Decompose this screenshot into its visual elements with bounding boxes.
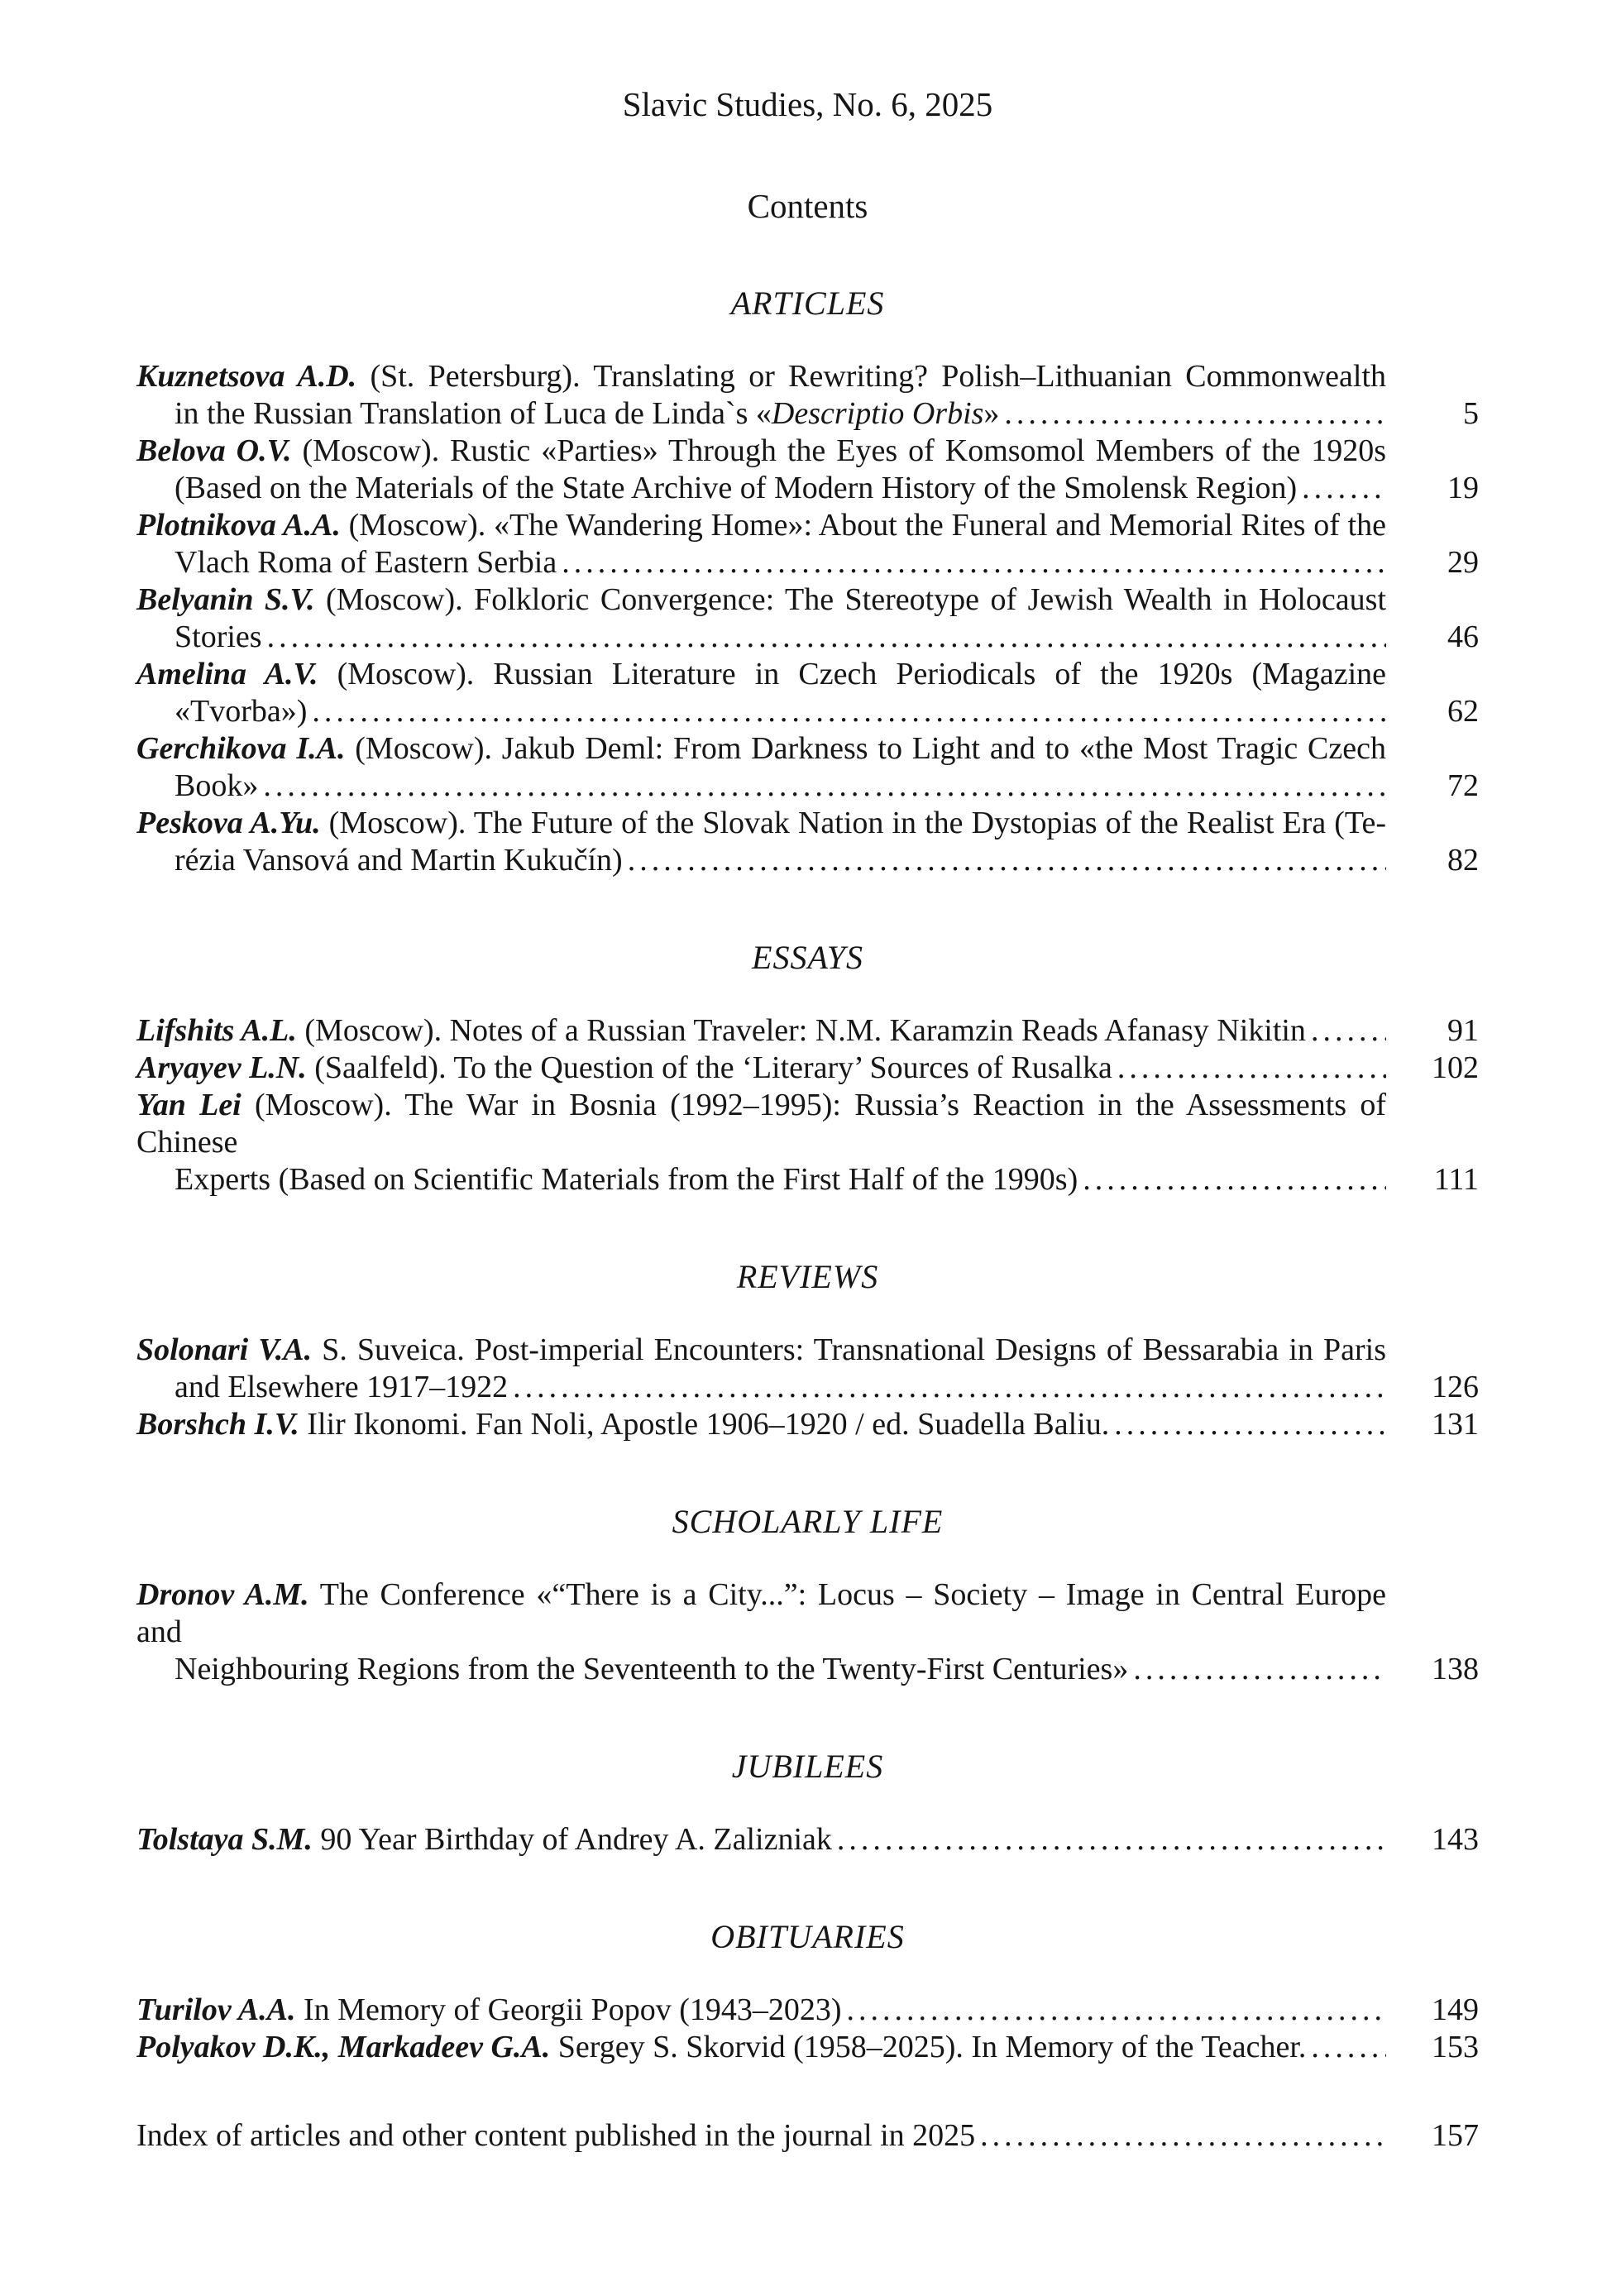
- toc-entry: [136, 1992, 1479, 2029]
- entry-line-text: [175, 1369, 508, 1406]
- page-number: 46: [1447, 619, 1479, 654]
- entry-text: (Moscow). «The Wandering Home»: About the Funeral and Memorial Rites of the: [340, 508, 1387, 543]
- toc-entry: [136, 581, 1479, 656]
- toc-entry: [136, 656, 1479, 730]
- page-number: 5: [1463, 396, 1479, 431]
- entry-text: Vlach Roma of Eastern Serbia: [175, 545, 557, 580]
- entry-line-text: [175, 693, 307, 730]
- entry-line: [136, 581, 1386, 619]
- leader-dots: [267, 619, 1386, 656]
- entry-line: [136, 395, 1386, 433]
- entry-text: (Moscow). Notes of a Russian Traveler: N.M. Karamzin Reads Afanasy Nikitin: [296, 1013, 1306, 1048]
- leader-dots: [1311, 2029, 1386, 2066]
- entry-lines: [136, 730, 1386, 805]
- entry-author: Yan Lei: [136, 1088, 241, 1122]
- entry-text: «Tvorba»): [175, 694, 308, 729]
- entry-author: Aryayev L.N.: [136, 1050, 307, 1085]
- entry-line-text: [175, 842, 623, 879]
- entry-author: Belyanin S.V.: [136, 582, 315, 617]
- entry-line: [136, 544, 1386, 581]
- entry-author: Solonari V.A.: [136, 1332, 313, 1367]
- entry-text: Index of articles and other content published in the journal in 2025: [136, 2118, 976, 2153]
- entry-lines: [136, 1332, 1386, 1406]
- entry-line: [136, 1576, 1386, 1651]
- section-heading: REVIEWS: [736, 1258, 879, 1295]
- entry-line: [136, 1087, 1386, 1161]
- entry-author: Plotnikova A.A.: [136, 508, 341, 543]
- toc-entry: [136, 507, 1479, 581]
- entry-line: [136, 507, 1386, 544]
- page-number: 72: [1447, 768, 1479, 803]
- entry-author: Gerchikova I.A.: [136, 731, 346, 766]
- entry-line-text: [136, 2117, 975, 2155]
- entry-author: Belova O.V.: [136, 433, 292, 468]
- entry-line: [136, 1012, 1386, 1050]
- page-number: 153: [1432, 2030, 1479, 2064]
- entry-line: [136, 1992, 1386, 2029]
- entry-line-text: [175, 544, 557, 581]
- leader-dots: [1302, 470, 1386, 507]
- entry-text: (Moscow). Folkloric Convergence: The Stereotype of Jewish Wealth in Holocaust: [314, 582, 1386, 617]
- toc-entry: [136, 2029, 1479, 2066]
- leader-dots: [312, 693, 1386, 730]
- leader-dots: [562, 544, 1386, 581]
- entry-author: Peskova A.Yu.: [136, 806, 321, 840]
- entry-line: [136, 1050, 1386, 1087]
- entry-text: Book»: [175, 768, 259, 803]
- entry-line: [136, 1406, 1386, 1443]
- leader-dots: [1117, 1050, 1386, 1087]
- entry-text: Descriptio Orbis: [771, 396, 984, 431]
- entry-line-text: [136, 1050, 1112, 1087]
- entry-line: [136, 693, 1386, 730]
- entry-author: Dronov A.M.: [136, 1577, 309, 1612]
- entry-text: in the Russian Translation of Luca de Linda`s «: [175, 396, 772, 431]
- toc-entry: [136, 1406, 1479, 1443]
- entry-lines: [136, 1087, 1386, 1198]
- page-number: 126: [1432, 1370, 1479, 1404]
- entry-author: Polyakov D.K., Markadeev G.A.: [136, 2030, 551, 2064]
- entry-text: In Memory of Georgii Popov (1943–2023): [295, 1992, 842, 2027]
- entry-line: [136, 656, 1386, 693]
- entry-author: Lifshits A.L.: [136, 1013, 297, 1048]
- entry-author: Tolstaya S.M.: [136, 1822, 313, 1857]
- entry-text: (Based on the Materials of the State Archive of Modern History of the Smolensk Region): [175, 471, 1298, 505]
- leader-dots: [980, 2117, 1386, 2155]
- entry-line-text: [175, 768, 258, 805]
- entry-text: Experts (Based on Scientific Materials from the First Half of the 1990s): [175, 1162, 1078, 1197]
- leader-dots: [263, 768, 1386, 805]
- page-number: 29: [1447, 545, 1479, 580]
- leader-dots: [628, 842, 1386, 879]
- page-number: 111: [1433, 1162, 1479, 1197]
- toc-entry: [136, 1050, 1479, 1087]
- toc-entry: [136, 730, 1479, 805]
- entry-lines: [136, 1992, 1386, 2029]
- toc-entry: [136, 1332, 1479, 1406]
- page-number: 143: [1432, 1822, 1479, 1857]
- entry-text: (Moscow). Jakub Deml: From Darkness to Light and to «the Most Tragic Czech: [345, 731, 1386, 766]
- page-number: 157: [1432, 2118, 1479, 2153]
- leader-dots: [1004, 395, 1386, 433]
- entry-line: [136, 2029, 1386, 2066]
- page-number: 62: [1447, 694, 1479, 729]
- entry-lines: [136, 507, 1386, 581]
- entry-line: [136, 730, 1386, 768]
- entry-line: [136, 768, 1386, 805]
- entry-line: [136, 1369, 1386, 1406]
- page-number: 91: [1447, 1013, 1479, 1048]
- entry-lines: [136, 433, 1386, 507]
- section-heading: JUBILEES: [731, 1748, 884, 1785]
- entry-text: Sergey S. Skorvid (1958–2025). In Memory of the Teacher.: [550, 2030, 1307, 2064]
- entry-line: [136, 2117, 1386, 2155]
- entry-line: [136, 1651, 1386, 1688]
- entry-text: (Moscow). The Future of the Slovak Nation in the Dystopias of the Realist Era (Te-: [320, 806, 1386, 840]
- entry-line: [136, 619, 1386, 656]
- entry-line: [136, 433, 1386, 470]
- leader-dots: [513, 1369, 1386, 1406]
- entry-line-text: [175, 1161, 1078, 1198]
- entry-author: Borshch I.V.: [136, 1407, 299, 1442]
- page-number: 149: [1432, 1992, 1479, 2027]
- entry-line: [136, 1161, 1386, 1198]
- entry-lines: [136, 1050, 1386, 1087]
- leader-dots: [1083, 1161, 1386, 1198]
- entry-line-text: [175, 1651, 1128, 1688]
- entry-lines: [136, 1406, 1386, 1443]
- entry-lines: [136, 805, 1386, 879]
- toc-body: [136, 285, 1479, 2155]
- entry-lines: [136, 1012, 1386, 1050]
- entry-text: (Moscow). Russian Literature in Czech Periodicals of the 1920s (Magazine: [318, 657, 1386, 691]
- entry-lines: [136, 656, 1386, 730]
- entry-author: Kuznetsova A.D.: [136, 359, 357, 394]
- toc-entry: [136, 433, 1479, 507]
- entry-line: [136, 842, 1386, 879]
- section-heading: OBITUARIES: [710, 1918, 905, 1955]
- entry-line: [136, 358, 1386, 395]
- entry-text: (St. Petersburg). Translating or Rewriting? Polish–Lithuanian Commonwealth: [356, 359, 1386, 394]
- page-number: 131: [1432, 1407, 1479, 1442]
- entry-line-text: [175, 619, 262, 656]
- toc-entry: [136, 1087, 1479, 1198]
- toc-entry: [136, 1576, 1479, 1688]
- leader-dots: [1311, 1012, 1386, 1050]
- toc-entry: [136, 1821, 1479, 1858]
- entry-lines: [136, 2117, 1386, 2155]
- contents-title: Contents: [747, 187, 868, 225]
- entry-line: [136, 1332, 1386, 1369]
- page-number: 138: [1432, 1652, 1479, 1686]
- entry-line: [136, 805, 1386, 842]
- page-number: 19: [1447, 471, 1479, 505]
- leader-dots: [1114, 1406, 1386, 1443]
- entry-line-text: [175, 470, 1297, 507]
- leader-dots: [847, 1992, 1386, 2029]
- entry-line-text: [136, 1992, 842, 2029]
- entry-line-text: [175, 395, 999, 433]
- toc-entry: [136, 805, 1479, 879]
- entry-lines: [136, 358, 1386, 433]
- entry-text: Stories: [175, 619, 262, 654]
- entry-lines: [136, 1576, 1386, 1688]
- leader-dots: [837, 1821, 1386, 1858]
- section-heading: ARTICLES: [730, 285, 885, 322]
- entry-text: »: [983, 396, 1000, 431]
- entry-lines: [136, 581, 1386, 656]
- page-number: 82: [1447, 843, 1479, 878]
- entry-text: and Elsewhere 1917–1922: [175, 1370, 509, 1404]
- entry-line-text: [136, 1406, 1109, 1443]
- entry-line-text: [136, 1012, 1306, 1050]
- section-heading: ESSAYS: [752, 939, 863, 976]
- entry-author: Turilov A.A.: [136, 1992, 296, 2027]
- entry-text: The Conference «“There is a City...”: Locus – Society – Image in Central Europe and: [136, 1577, 1386, 1649]
- entry-line-text: [136, 1821, 832, 1858]
- entry-text: Neighbouring Regions from the Seventeenth to the Twenty-First Centuries»: [175, 1652, 1129, 1686]
- entry-text: 90 Year Birthday of Andrey A. Zalizniak: [312, 1822, 832, 1857]
- toc-entry: [136, 2117, 1479, 2155]
- entry-text: (Saalfeld). To the Question of the ‘Literary’ Sources of Rusalka: [306, 1050, 1112, 1085]
- entry-text: (Moscow). Rustic «Parties» Through the Eyes of Komsomol Members of the 1920s: [291, 433, 1386, 468]
- entry-lines: [136, 1821, 1386, 1858]
- entry-text: Ilir Ikonomi. Fan Noli, Apostle 1906–1920 / ed. Suadella Baliu.: [299, 1407, 1110, 1442]
- section-heading: SCHOLARLY LIFE: [672, 1503, 944, 1540]
- entry-text: (Moscow). The War in Bosnia (1992–1995): Russia’s Reaction in the Assessments of Chinese: [136, 1088, 1386, 1160]
- entry-line: [136, 470, 1386, 507]
- toc-entry: [136, 1012, 1479, 1050]
- entry-author: Amelina A.V.: [136, 657, 318, 691]
- entry-line: [136, 1821, 1386, 1858]
- page-number: 102: [1432, 1050, 1479, 1085]
- entry-line-text: [136, 2029, 1306, 2066]
- journal-title: Slavic Studies, No. 6, 2025: [622, 85, 993, 123]
- toc-entry: [136, 358, 1479, 433]
- leader-dots: [1133, 1651, 1386, 1688]
- entry-text: rézia Vansová and Martin Kukučín): [175, 843, 623, 878]
- entry-text: S. Suveica. Post-imperial Encounters: Transnational Designs of Bessarabia in Paris: [312, 1332, 1386, 1367]
- entry-lines: [136, 2029, 1386, 2066]
